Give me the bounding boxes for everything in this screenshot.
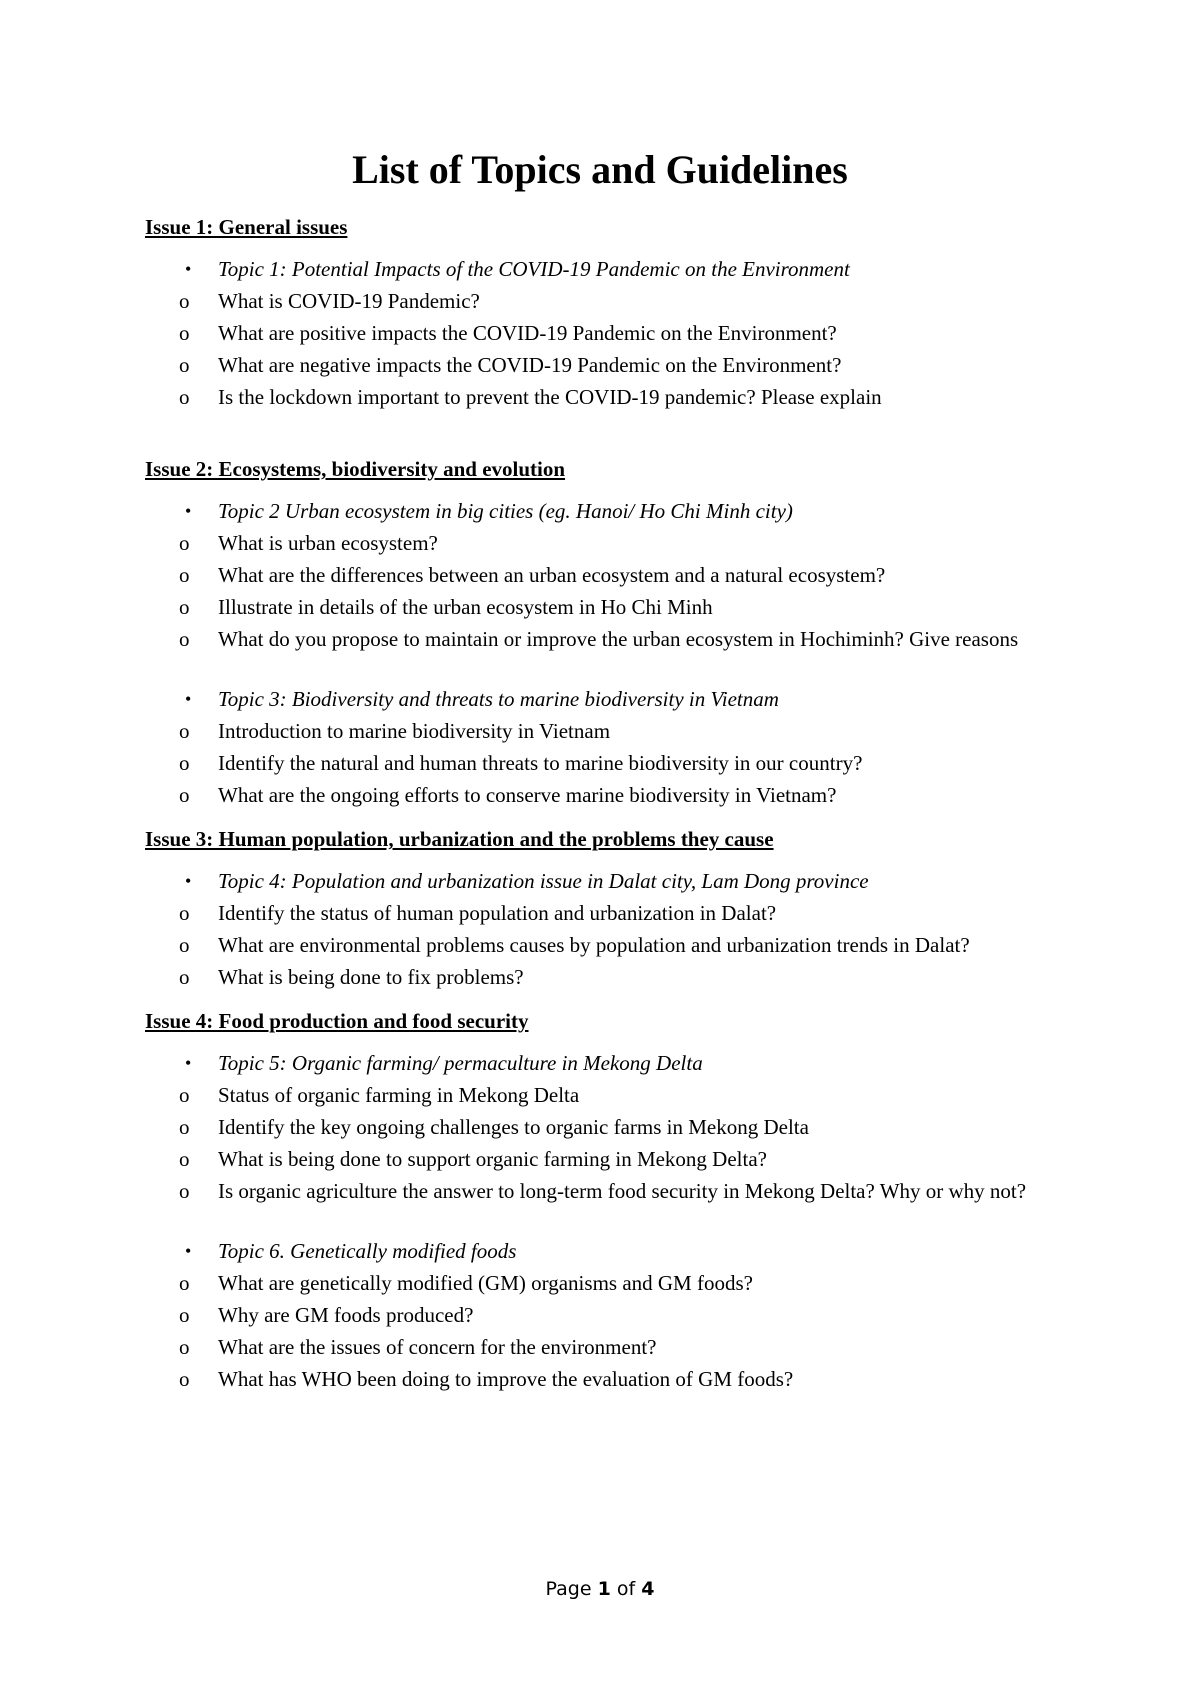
list-item: o What is being done to fix problems?: [145, 961, 1061, 993]
circle-bullet-icon: o: [179, 385, 190, 409]
list-item: o Why are GM foods produced?: [145, 1299, 1061, 1331]
list-item: o What do you propose to maintain or improve the urban ecosystem in Hochiminh? Give reasons: [145, 623, 1061, 655]
question-list: [179, 715, 1061, 811]
bullet-icon: •: [185, 871, 192, 891]
bullet-icon: •: [185, 1241, 192, 1261]
topic-label: Topic 4: Population and urbanization issue in Dalat city, Lam Dong province: [218, 869, 869, 893]
list-item: o What are positive impacts the COVID-19 Pandemic on the Environment?: [145, 317, 1061, 349]
list-item: o What are genetically modified (GM) organisms and GM foods?: [145, 1267, 1061, 1299]
list-item: o What are negative impacts the COVID-19 Pandemic on the Environment?: [145, 349, 1061, 381]
circle-bullet-icon: o: [179, 751, 190, 775]
list-item: o Is organic agriculture the answer to long-term food security in Mekong Delta? Why or why not?: [145, 1175, 1061, 1207]
list-item: o What is urban ecosystem?: [145, 527, 1061, 559]
page-title: List of Topics and Guidelines: [352, 147, 848, 192]
list-item: o Is the lockdown important to prevent the COVID-19 pandemic? Please explain: [145, 381, 1061, 413]
list-item: o Status of organic farming in Mekong Delta: [145, 1079, 1061, 1111]
of-word: of: [616, 1578, 636, 1600]
circle-bullet-icon: o: [179, 627, 190, 651]
list-item: o Introduction to marine biodiversity in Vietnam: [145, 715, 1061, 747]
issue-heading: Issue 3: Human population, urbanization and the problems they cause: [145, 827, 774, 851]
circle-bullet-icon: o: [179, 1115, 190, 1139]
bullet-icon: •: [185, 501, 192, 521]
topic-label: Topic 1: Potential Impacts of the COVID-19 Pandemic on the Environment: [218, 257, 850, 281]
circle-bullet-icon: o: [179, 783, 190, 807]
topic-label: Topic 6. Genetically modified foods: [218, 1239, 517, 1263]
list-item: o What are the ongoing efforts to conserve marine biodiversity in Vietnam?: [145, 779, 1061, 811]
question-list: [179, 285, 1061, 413]
circle-bullet-icon: o: [179, 1367, 190, 1391]
circle-bullet-icon: o: [179, 1147, 190, 1171]
circle-bullet-icon: o: [179, 289, 190, 313]
circle-bullet-icon: o: [179, 531, 190, 555]
circle-bullet-icon: o: [179, 965, 190, 989]
circle-bullet-icon: o: [179, 563, 190, 587]
circle-bullet-icon: o: [179, 933, 190, 957]
circle-bullet-icon: o: [179, 1271, 190, 1295]
list-item: o Identify the key ongoing challenges to organic farms in Mekong Delta: [145, 1111, 1061, 1143]
circle-bullet-icon: o: [179, 595, 190, 619]
issue-heading: Issue 1: General issues: [145, 215, 348, 239]
total-pages-number: 4: [641, 1578, 655, 1600]
topic-item: [145, 495, 1061, 655]
bullet-icon: •: [185, 259, 192, 279]
topic-item: [145, 1047, 1061, 1207]
topic-item: [145, 865, 1061, 993]
circle-bullet-icon: o: [179, 353, 190, 377]
document-body: [145, 211, 1061, 1395]
current-page-number: 1: [597, 1578, 611, 1600]
question-list: [179, 1079, 1061, 1207]
circle-bullet-icon: o: [179, 1083, 190, 1107]
topic-label: Topic 5: Organic farming/ permaculture in Mekong Delta: [218, 1051, 703, 1075]
list-item: o Illustrate in details of the urban ecosystem in Ho Chi Minh: [145, 591, 1061, 623]
list-item: o What are the differences between an urban ecosystem and a natural ecosystem?: [145, 559, 1061, 591]
question-list: [179, 1267, 1061, 1395]
list-item: o What is being done to support organic farming in Mekong Delta?: [145, 1143, 1061, 1175]
topic-item: [145, 1235, 1061, 1395]
topic-label: Topic 3: Biodiversity and threats to marine biodiversity in Vietnam: [218, 687, 779, 711]
circle-bullet-icon: o: [179, 1335, 190, 1359]
topic-item: [145, 683, 1061, 811]
circle-bullet-icon: o: [179, 321, 190, 345]
list-item: o Identify the status of human population and urbanization in Dalat?: [145, 897, 1061, 929]
circle-bullet-icon: o: [179, 1179, 190, 1203]
list-item: o What is COVID-19 Pandemic?: [145, 285, 1061, 317]
circle-bullet-icon: o: [179, 719, 190, 743]
circle-bullet-icon: o: [179, 1303, 190, 1327]
question-list: [179, 897, 1061, 993]
issue-heading: Issue 2: Ecosystems, biodiversity and evolution: [145, 457, 566, 481]
topic-item: [145, 253, 1061, 413]
question-list: [179, 527, 1061, 655]
bullet-icon: •: [185, 1053, 192, 1073]
list-item: o What are environmental problems causes by population and urbanization trends in Dalat?: [145, 929, 1061, 961]
list-item: o Identify the natural and human threats to marine biodiversity in our country?: [145, 747, 1061, 779]
page-number-footer: [0, 1578, 1200, 1600]
topic-label: Topic 2 Urban ecosystem in big cities (eg. Hanoi/ Ho Chi Minh city): [218, 499, 793, 523]
list-item: o What has WHO been doing to improve the evaluation of GM foods?: [145, 1363, 1061, 1395]
bullet-icon: •: [185, 689, 192, 709]
issue-heading: Issue 4: Food production and food security: [145, 1009, 529, 1033]
list-item: o What are the issues of concern for the environment?: [145, 1331, 1061, 1363]
page-word: Page: [545, 1578, 592, 1600]
circle-bullet-icon: o: [179, 901, 190, 925]
